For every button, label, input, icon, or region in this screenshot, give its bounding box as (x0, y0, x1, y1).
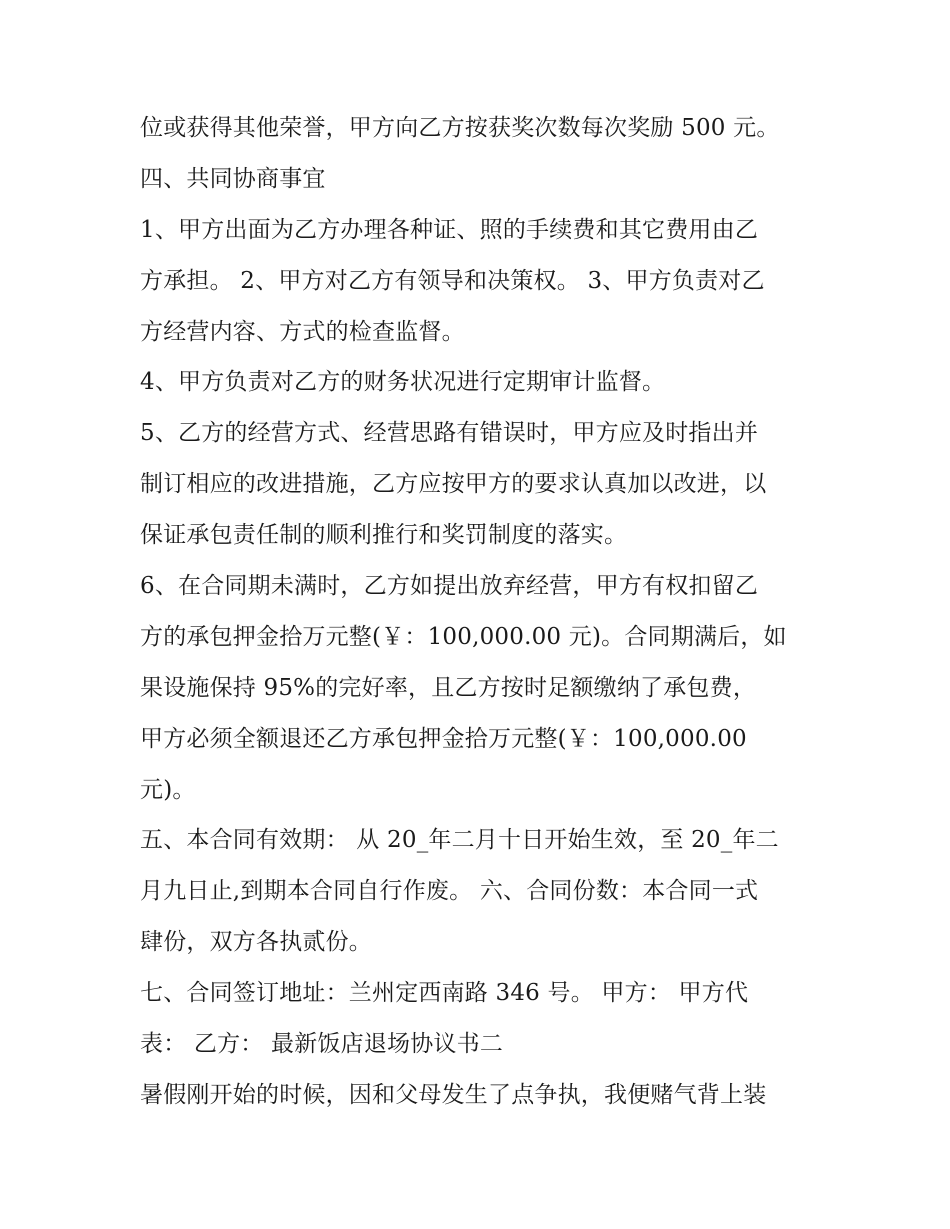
text-line: 位或获得其他荣誉，甲方向乙方按获奖次数每次奖励 500 元。 (140, 115, 780, 141)
text-line: 暑假刚开始的时候，因和父母发生了点争执，我便赌气背上装 (140, 1081, 767, 1108)
section-heading: 五、本合同有效期： 从 20_年二月十日开始生效，至 20_年二 (140, 827, 779, 854)
text-line: 6、在合同期未满时，乙方如提出放弃经营，甲方有权扣留乙 (140, 573, 759, 600)
text-line: 表： 乙方： 最新饭店退场协议书二 (140, 1031, 504, 1058)
text-line: 肆份，双方各执贰份。 (140, 929, 372, 956)
text-line: 保证承包责任制的顺利推行和奖罚制度的落实。 (140, 522, 628, 549)
text-line: 方经营内容、方式的检查监督。 (140, 318, 465, 345)
document-body (140, 103, 830, 1121)
text-line: 4、甲方负责对乙方的财务状况进行定期审计监督。 (140, 369, 666, 396)
text-line: 元)。 (140, 776, 196, 803)
text-line: 果设施保持 95%的完好率，且乙方按时足额缴纳了承包费， (140, 674, 757, 701)
text-line: 甲方必须全额退还乙方承包押金拾万元整(￥：100,000.00 (140, 725, 747, 752)
text-line: 方承担。 2、甲方对乙方有领导和决策权。 3、甲方负责对乙 (140, 267, 765, 294)
section-heading: 七、合同签订地址：兰州定西南路 346 号。 甲方： 甲方代 (140, 980, 749, 1007)
text-line: 1、甲方出面为乙方办理各种证、照的手续费和其它费用由乙 (140, 216, 759, 243)
text-line: 方的承包押金拾万元整(￥：100,000.00 元)。合同期满后，如 (140, 623, 787, 650)
section-heading: 四、共同协商事宜 (140, 165, 326, 192)
text-line: 月九日止,到期本合同自行作废。 六、合同份数：本合同一式 (140, 878, 759, 905)
text-line: 制订相应的改进措施，乙方应按甲方的要求认真加以改进，以 (140, 471, 767, 498)
text-line: 5、乙方的经营方式、经营思路有错误时，甲方应及时指出并 (140, 420, 759, 447)
